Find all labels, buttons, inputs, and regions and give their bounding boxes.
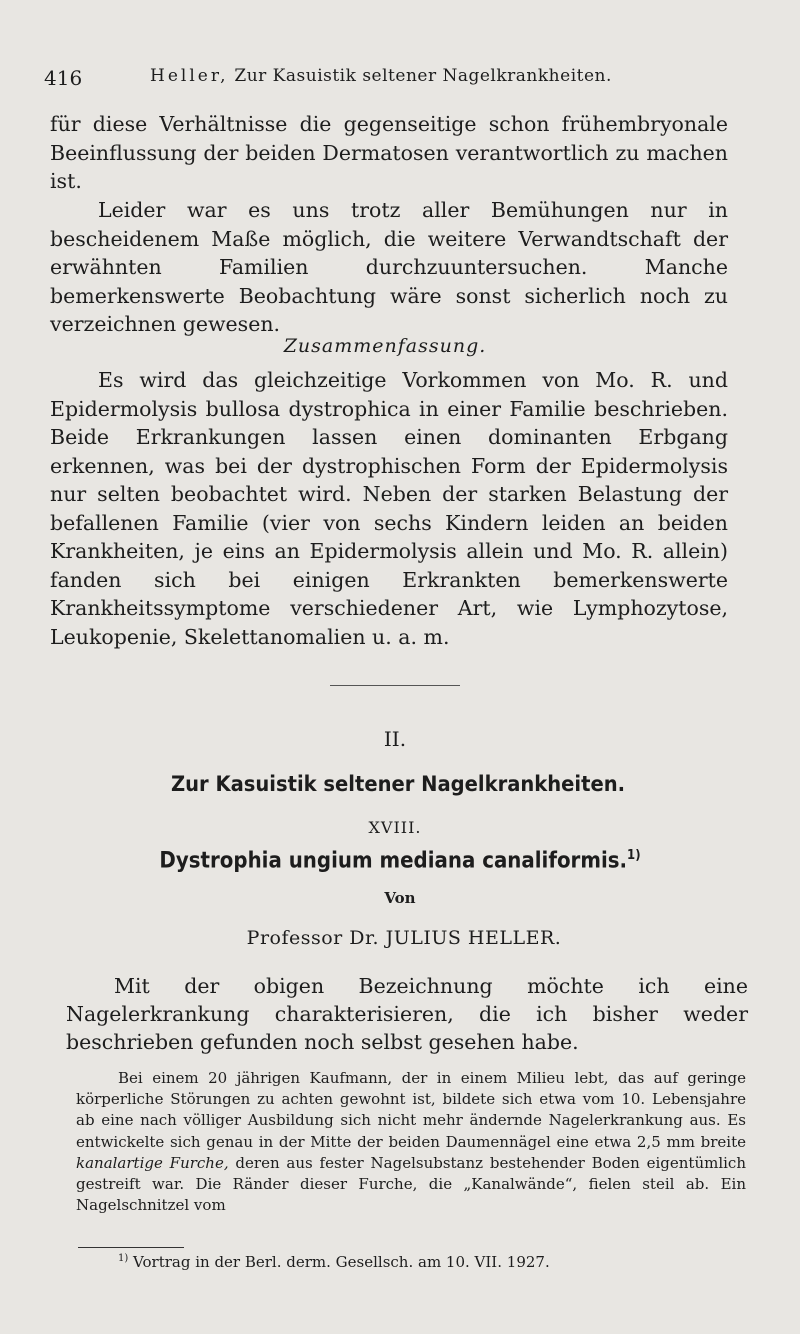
part-number: II. xyxy=(383,727,407,751)
article-title xyxy=(40,848,760,873)
page-header xyxy=(44,66,612,92)
running-head xyxy=(150,66,612,86)
case-text-part2: deren aus fester Nagelsubstanz bestehender Boden eigentümlich gestreift war. Die Ränder dieser Furche, die „Kanalwände“, fielen steil ab. Ein Nagelschnitzel vom xyxy=(76,1153,746,1215)
summary-heading: Zusammenfassung. xyxy=(283,335,487,357)
title-footnote-mark: 1) xyxy=(627,848,641,863)
footnote-text: Vortrag in der Berl. derm. Gesellsch. am 10. VII. 1927. xyxy=(133,1253,550,1271)
section-divider xyxy=(330,685,460,686)
case-text-part1: Bei einem 20 jährigen Kaufmann, der in einem Milieu lebt, das auf geringe körperliche Störungen zu achten gewohnt ist, bildete sich etwa vom 10. Lebensjahre ab eine nach völliger Ausbildung sich nicht mehr ändernde Nagelerkrankung aus. Es entwickelte sich genau in der Mitte der beiden Daumennägel eine etwa 2,5 mm breite xyxy=(76,1069,746,1151)
series-title: Zur Kasuistik seltener Nagelkrankheiten. xyxy=(170,772,626,796)
case-report-paragraph xyxy=(76,1068,746,1216)
article-number: XVIII. xyxy=(368,818,422,837)
running-head-author: Heller, xyxy=(150,66,229,86)
footnote xyxy=(118,1253,550,1271)
byline-von: Von xyxy=(384,889,416,907)
case-text-italic: kanalartige Furche, xyxy=(76,1153,229,1172)
summary-paragraph: Es wird das gleichzeitige Vorkommen von Mo. R. und Epidermolysis bullosa dystrophica in einer Familie beschrieben. Beide Erkrankungen lassen einen dominanten Erbgang erkennen, was bei der dystrophischen Form der Epidermolysis nur selten beobachtet wird. Neben der starken Belastung der befallenen Familie (vier von sechs Kindern leiden an beiden Krankheiten, je eins an Epidermolysis allein und Mo. R. allein) fanden sich bei einigen Erkrankten bemerkenswerte Krankheitssymptome verschiedener Art, wie Lymphozytose, Leukopenie, Skelettanomalien u. a. m. xyxy=(50,368,728,649)
running-head-title: Zur Kasuistik seltener Nagelkrankheiten. xyxy=(234,66,612,86)
intro-paragraph: Mit der obigen Bezeichnung möchte ich eine Nagelerkrankung charakterisieren, die ich bisher weder beschrieben gefunden noch selbst gesehen habe. xyxy=(66,974,748,1054)
footnote-mark: 1) xyxy=(118,1253,129,1264)
paragraph-continuation: für diese Verhältnisse die gegenseitige schon frühembryonale Beeinflussung der beiden Dermatosen verantwortlich zu machen ist. xyxy=(50,112,728,193)
paragraph-relatives: Leider war es uns trotz aller Bemühungen nur in bescheidenem Maße möglich, die weitere Verwandtschaft der erwähnten Familien durchzuuntersuchen. Manche bemerkenswerte Beobachtung wäre sonst sicherlich noch zu verzeichnen gewesen. xyxy=(50,198,728,336)
footnote-rule xyxy=(78,1247,184,1248)
page-number: 416 xyxy=(44,66,83,90)
article-author: Professor Dr. JULIUS HELLER. xyxy=(246,927,562,949)
article-title-text: Dystrophia ungium mediana canaliformis. xyxy=(159,848,628,874)
